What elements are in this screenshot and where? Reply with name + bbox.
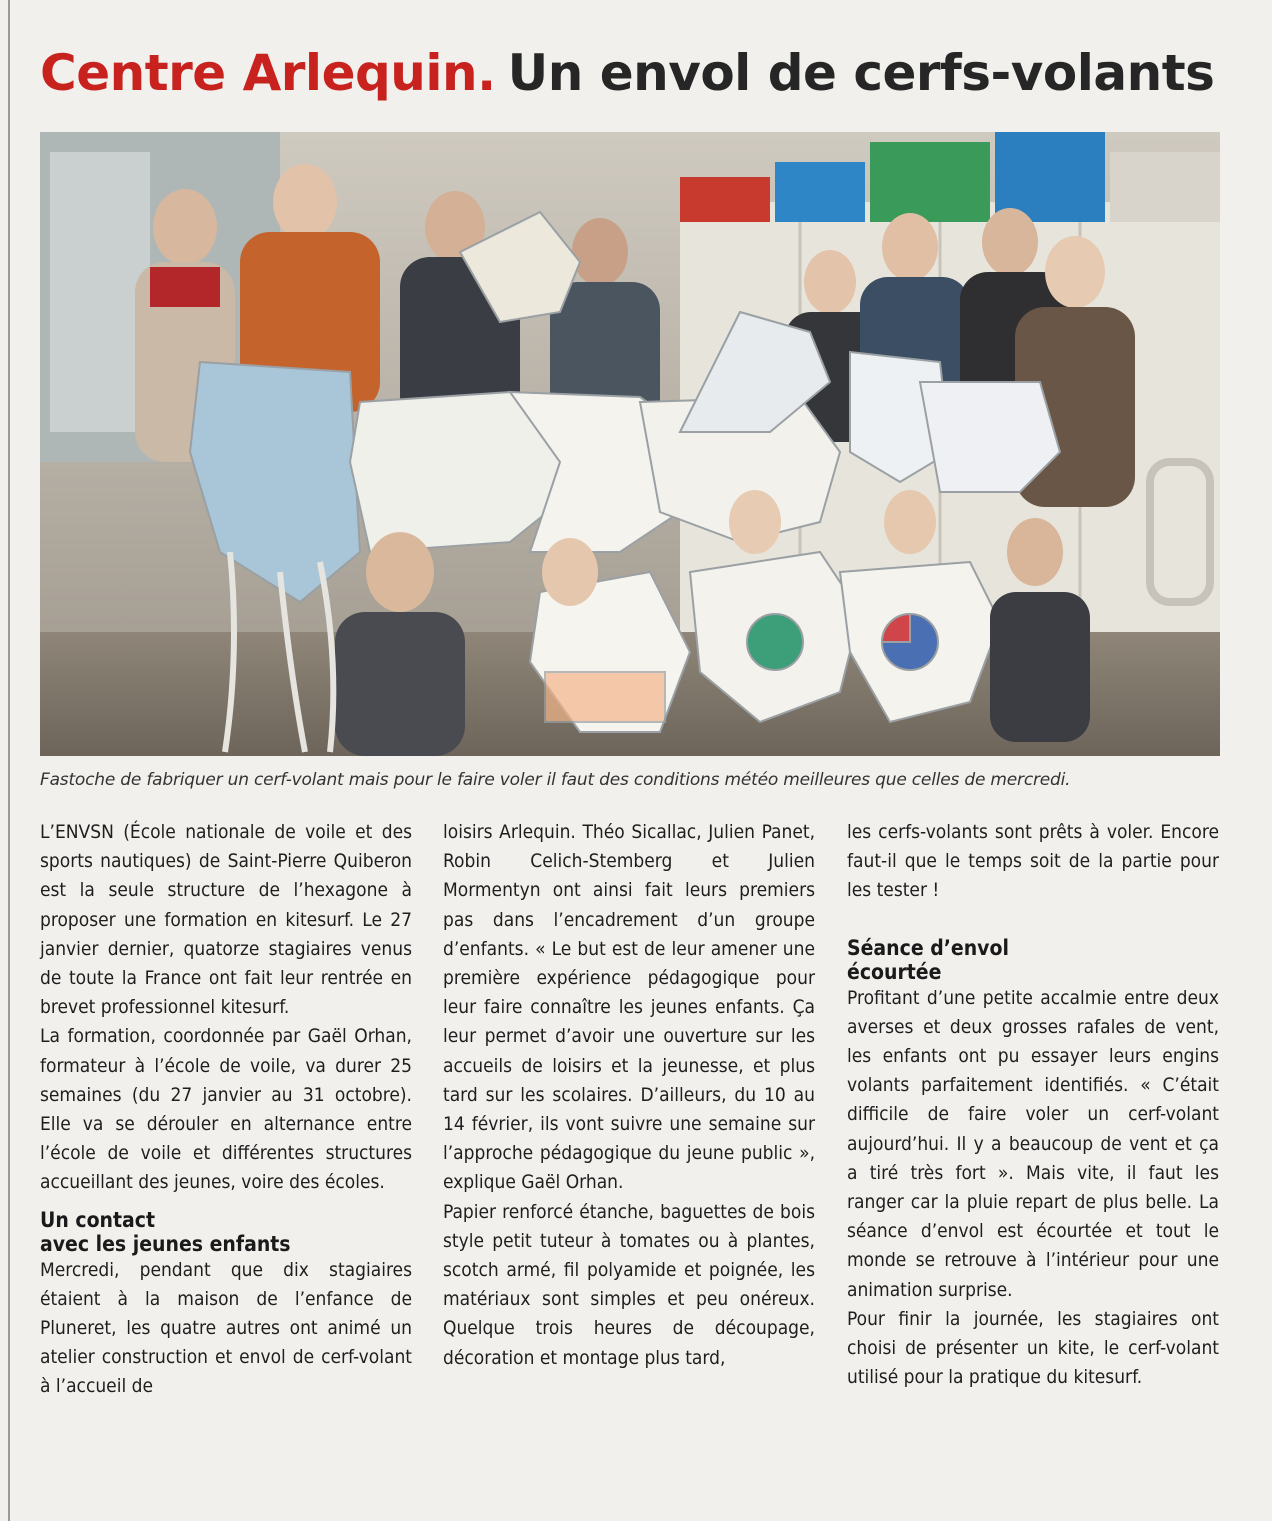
col3-paragraph-3: Pour finir la journée, les stagiaires ont choisi de présenter un kite, le cerf-volant utilisé pour la pratique du kitesurf. — [847, 1307, 1219, 1389]
article-headline — [40, 38, 1240, 108]
subheading-contact — [40, 1208, 412, 1256]
subheading-contact-line-2: avec les jeunes enfants — [40, 1231, 291, 1256]
page-margin-rule — [8, 0, 10, 1521]
col2-paragraph-2: Papier renforcé étanche, baguettes de bois style petit tuteur à tomates ou à plantes, scotch armé, fil polyamide et poignée, les matériaux sont simples et peu onéreux. Quelque trois heures de découpage, décoration et montage plus tard, — [443, 1200, 815, 1369]
col1-paragraph-2: La formation, coordonnée par Gaël Orhan, formateur à l’école de voile, va durer 25 semaines (du 27 janvier au 31 octobre). Elle va se dérouler en alternance entre l’école de voile et différentes structures accueillant des jeunes, voire des écoles. — [40, 1025, 412, 1194]
subheading-seance-line-2: écourtée — [847, 959, 942, 984]
article-column-1 — [40, 818, 412, 1402]
headline-kicker: Centre Arlequin. — [40, 44, 496, 102]
group-photo-children-with-kites — [40, 132, 1220, 756]
col2-paragraph-1: loisirs Arlequin. Théo Sicallac, Julien Panet, Robin Celich-Stemberg et Julien Mormentyn ont ainsi fait leurs premiers pas dans l’encadrement d’un groupe d’enfants. « Le but est de leur amener une première expérience pédagogique pour leur faire connaître les jeunes enfants. Ça leur permet d’avoir une ouverture sur les accueils de loisirs et la jeunesse, et plus tard sur les scolaires. D’ailleurs, du 10 au 14 février, ils vont suivre une semaine sur l’approche pédagogique du jeune public », explique Gaël Orhan. — [443, 821, 815, 1194]
article-column-3 — [847, 818, 1219, 1392]
subheading-contact-line-1: Un contact — [40, 1207, 156, 1232]
headline-title: Un envol de cerfs-volants — [507, 44, 1215, 102]
col1-paragraph-1: L’ENVSN (École nationale de voile et des sports nautiques) de Saint-Pierre Quiberon est la seule structure de l’hexagone à proposer une formation en kitesurf. Le 27 janvier dernier, quatorze stagiaires venus de toute la France ont fait leur rentrée en brevet professionnel kitesurf. — [40, 821, 412, 1019]
subheading-seance-line-1: Séance d’envol — [847, 935, 1009, 960]
col1-paragraph-3: Mercredi, pendant que dix stagiaires étaient à la maison de l’enfance de Pluneret, les quatre autres ont animé un atelier construction et envol de cerf-volant à l’accueil de — [40, 1258, 412, 1398]
col3-paragraph-1: les cerfs-volants sont prêts à voler. Encore faut-il que le temps soit de la partie pour les tester ! — [847, 821, 1219, 902]
subheading-seance — [847, 936, 1219, 984]
article-column-2 — [443, 818, 815, 1373]
photo-caption: Fastoche de fabriquer un cerf-volant mais pour le faire voler il faut des conditions météo meilleures que celles de mercredi. — [40, 770, 1071, 790]
photo-illustration — [40, 132, 1220, 756]
col3-paragraph-2: Profitant d’une petite accalmie entre deux averses et deux grosses rafales de vent, les enfants ont pu essayer leurs engins volants parfaitement identifiés. « C’était difficile de faire voler un cerf-volant aujourd’hui. Il y a beaucoup de vent et ça a tiré très fort ». Mais vite, il faut les ranger car la pluie repart de plus belle. La séance d’envol est écourtée et tout le monde se retrouve à l’intérieur pour une animation surprise. — [847, 986, 1219, 1301]
